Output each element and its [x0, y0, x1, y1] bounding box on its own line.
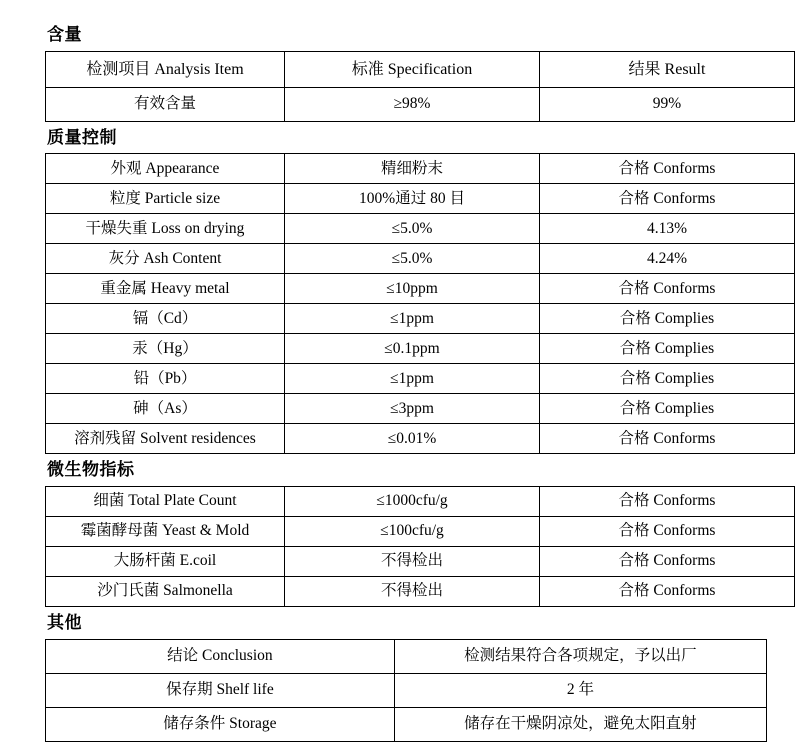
row-specification: ≤0.1ppm: [285, 334, 540, 364]
section-microbiology: [45, 461, 768, 607]
quality-control-table: [45, 153, 795, 454]
table-row: [46, 517, 795, 547]
table-row: [46, 673, 767, 707]
column-header-item: 检测项目 Analysis Item: [46, 51, 285, 87]
section-other: [45, 614, 768, 742]
section-title-quality-control: 质量控制: [47, 127, 117, 147]
table-row: [46, 487, 795, 517]
table-row: [46, 364, 795, 394]
row-item: 粒度 Particle size: [46, 184, 285, 214]
row-specification: ≥98%: [285, 87, 540, 121]
table-row: [46, 424, 795, 454]
column-header-result: 结果 Result: [540, 51, 795, 87]
table-row: [46, 154, 795, 184]
row-specification: ≤100cfu/g: [285, 517, 540, 547]
row-item: 重金属 Heavy metal: [46, 274, 285, 304]
row-specification: 不得检出: [285, 577, 540, 607]
section-title-other: 其他: [47, 613, 82, 633]
table-row: [46, 639, 767, 673]
row-result: 合格 Conforms: [540, 517, 795, 547]
row-item: 汞（Hg）: [46, 334, 285, 364]
row-item: 保存期 Shelf life: [46, 673, 395, 707]
row-item: 有效含量: [46, 87, 285, 121]
row-specification: ≤5.0%: [285, 244, 540, 274]
table-row: [46, 394, 795, 424]
row-result: 合格 Conforms: [540, 424, 795, 454]
row-result: 合格 Complies: [540, 364, 795, 394]
row-specification: ≤1000cfu/g: [285, 487, 540, 517]
row-result: 合格 Complies: [540, 394, 795, 424]
microbiology-table: [45, 486, 795, 607]
row-result: 99%: [540, 87, 795, 121]
row-value: 储存在干燥阴凉处，避免太阳直射: [394, 707, 766, 741]
row-value: 2 年: [394, 673, 766, 707]
row-result: 合格 Conforms: [540, 547, 795, 577]
table-row: [46, 707, 767, 741]
row-result: 合格 Conforms: [540, 184, 795, 214]
row-specification: 不得检出: [285, 547, 540, 577]
other-table: [45, 639, 767, 742]
row-item: 外观 Appearance: [46, 154, 285, 184]
table-row: [46, 334, 795, 364]
section-title-microbiology: 微生物指标: [47, 460, 135, 480]
row-result: 合格 Conforms: [540, 487, 795, 517]
row-result: 合格 Complies: [540, 334, 795, 364]
table-row: [46, 577, 795, 607]
row-result: 合格 Conforms: [540, 154, 795, 184]
row-item: 结论 Conclusion: [46, 639, 395, 673]
table-row: [46, 547, 795, 577]
row-result: 4.13%: [540, 214, 795, 244]
table-row: [46, 274, 795, 304]
row-specification: ≤1ppm: [285, 304, 540, 334]
row-value: 检测结果符合各项规定，予以出厂: [394, 639, 766, 673]
row-item: 铅（Pb）: [46, 364, 285, 394]
section-title-content: 含量: [47, 25, 82, 44]
row-result: 合格 Conforms: [540, 274, 795, 304]
row-specification: 精细粉末: [285, 154, 540, 184]
row-item: 霉菌酵母菌 Yeast & Mold: [46, 517, 285, 547]
row-item: 溶剂残留 Solvent residences: [46, 424, 285, 454]
row-specification: ≤1ppm: [285, 364, 540, 394]
table-row: [46, 87, 795, 121]
row-specification: ≤3ppm: [285, 394, 540, 424]
table-row: [46, 244, 795, 274]
row-item: 干燥失重 Loss on drying: [46, 214, 285, 244]
section-quality-control: [45, 129, 768, 455]
row-specification: ≤0.01%: [285, 424, 540, 454]
column-header-specification: 标准 Specification: [285, 51, 540, 87]
row-item: 镉（Cd）: [46, 304, 285, 334]
row-result: 合格 Complies: [540, 304, 795, 334]
table-row: [46, 214, 795, 244]
row-specification: 100%通过 80 目: [285, 184, 540, 214]
row-item: 细菌 Total Plate Count: [46, 487, 285, 517]
content-table: [45, 51, 795, 122]
table-header-row: [46, 51, 795, 87]
row-item: 储存条件 Storage: [46, 707, 395, 741]
row-item: 灰分 Ash Content: [46, 244, 285, 274]
table-row: [46, 184, 795, 214]
row-result: 4.24%: [540, 244, 795, 274]
row-item: 砷（As）: [46, 394, 285, 424]
row-specification: ≤5.0%: [285, 214, 540, 244]
table-row: [46, 304, 795, 334]
row-item: 沙门氏菌 Salmonella: [46, 577, 285, 607]
section-content: [45, 26, 768, 122]
row-item: 大肠杆菌 E.coil: [46, 547, 285, 577]
row-result: 合格 Conforms: [540, 577, 795, 607]
row-specification: ≤10ppm: [285, 274, 540, 304]
